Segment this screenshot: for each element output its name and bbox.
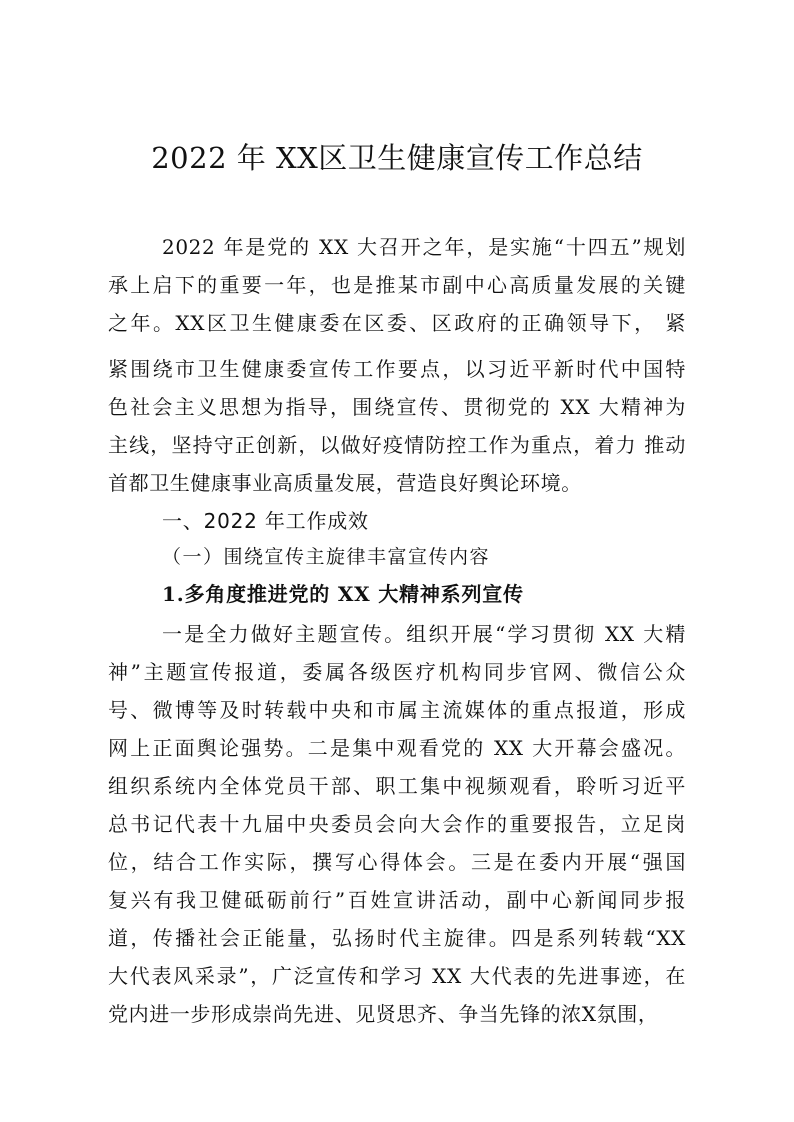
body-line-9: 道，传播社会正能量，弘扬时代主旋律。四是系列转载“XX <box>108 926 686 950</box>
body-line-11: 党内进一步形成崇尚先进、见贤思齐、争当先锋的浓X氛围， <box>108 1002 659 1026</box>
body-line-2: 神”主题宣传报道，委属各级医疗机构同步官网、微信公众 <box>108 660 686 684</box>
body-line-6: 总书记代表十九届中央委员会向大会作的重要报告，立足岗 <box>108 812 686 836</box>
intro-line-1: 2022 年是党的 XX 大召开之年，是实施“十四五”规划 <box>162 235 686 259</box>
intro-line-5: 色社会主义思想为指导，围绕宣传、贯彻党的 XX 大精神为 <box>108 395 686 419</box>
intro-line-3: 之年。XX区卫生健康委在区委、区政府的正确领导下， 紧 <box>108 311 686 335</box>
body-line-1: 一是全力做好主题宣传。组织开展“学习贯彻 XX 大精 <box>162 622 686 646</box>
body-line-4: 网上正面舆论强势。二是集中观看党的 XX 大开幕会盛况。 <box>108 736 686 760</box>
subsection-heading: （一）围绕宣传主旋律丰富宣传内容 <box>162 546 491 568</box>
body-line-8: 复兴有我卫健砥砺前行”百姓宣讲活动，副中心新闻同步报 <box>108 888 686 912</box>
intro-line-7: 首都卫生健康事业高质量发展，营造良好舆论环境。 <box>108 471 582 495</box>
section-heading: 一、2022 年工作成效 <box>162 509 369 533</box>
body-line-5: 组织系统内全体党员干部、职工集中视频观看，聆听习近平 <box>108 774 686 798</box>
body-line-3: 号、微博等及时转载中央和市属主流媒体的重点报道，形成 <box>108 698 686 722</box>
body-line-10: 大代表风采录”，广泛宣传和学习 XX 大代表的先进事迹，在 <box>108 964 686 988</box>
document-title: 2022 年 XX区卫生健康宣传工作总结 <box>151 141 643 175</box>
intro-line-6: 主线，坚持守正创新，以做好疫情防控工作为重点，着力 推动 <box>108 433 686 457</box>
item-heading: 1.多角度推进党的 XX 大精神系列宣传 <box>162 582 524 606</box>
intro-line-2: 承上启下的重要一年，也是推某市副中心高质量发展的关键 <box>108 273 686 297</box>
intro-line-4: 紧围绕市卫生健康委宣传工作要点，以习近平新时代中国特 <box>108 357 686 381</box>
body-line-7: 位，结合工作实际，撰写心得体会。三是在委内开展“强国 <box>108 850 686 874</box>
